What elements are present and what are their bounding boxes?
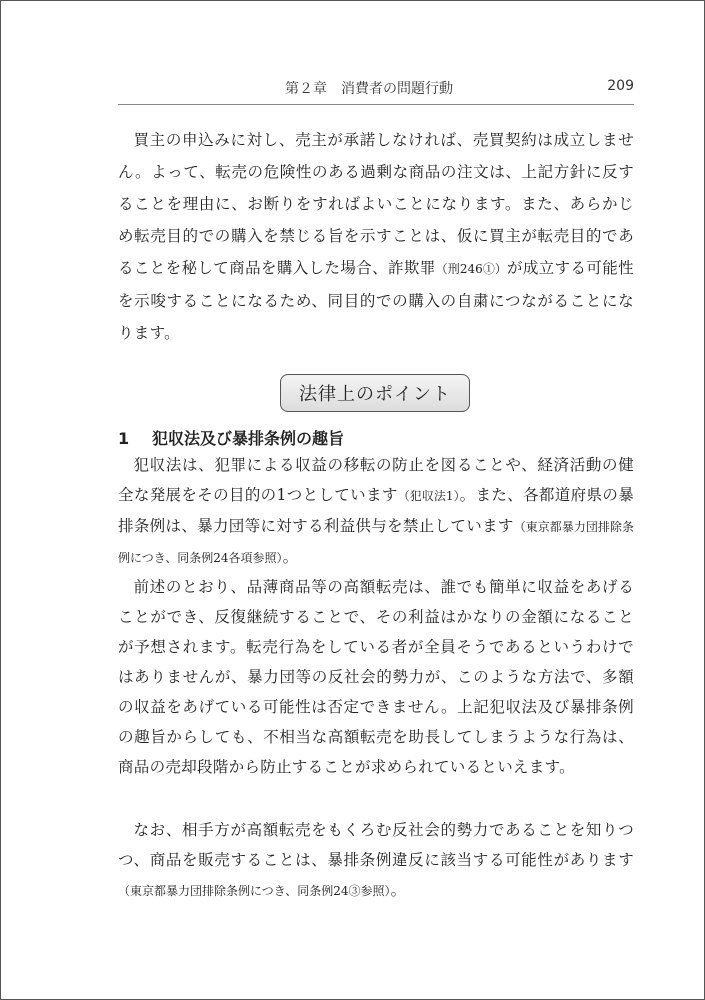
paragraph-1-text-end: が成立する可能性を示唆することになるため、同目的での購入の自粛につながることになります。 <box>118 259 634 342</box>
paragraph-4-text-b: 。 <box>390 881 407 899</box>
section-badge: 法律上のポイント <box>280 374 470 412</box>
paragraph-4-reference: （東京都暴力団排除条例につき、同条例24③参照） <box>118 884 391 898</box>
paragraph-2-reference-1: （犯収法1） <box>397 489 460 503</box>
paragraph-4 <box>118 815 634 906</box>
paragraph-1-reference: （刑246①） <box>435 262 507 276</box>
paragraph-1 <box>118 124 634 349</box>
paragraph-2-text-b: 。また、各都道府県の暴排条例は、暴力団等に対する利益供与を禁止しています <box>118 486 634 535</box>
paragraph-3: 前述のとおり、品薄商品等の高額転売は、誰でも簡単に収益をあげることができ、反復継続することで、その利益はかなりの金額になることが予想されます。転売行為をしている者が全員そうであるというわけではありませんが、暴力団等の反社会的勢力が、このような方法で、多額の収益をあげている可能性は否定できません。上記犯収法及び暴排条例の趣旨からしても、不相当な高額転売を助長してしまうような行為は、商品の売却段階から防止することが求められているといえます。 <box>118 578 634 776</box>
chapter-title: 第２章 消費者の問題行動 <box>285 81 453 97</box>
running-header <box>118 78 634 105</box>
paragraph-2-text-a: 犯収法は、犯罪による収益の移転の防止を図ることや、経済活動の健全な発展をその目的の1つとしています <box>118 456 634 504</box>
page-number: 209 <box>607 78 634 94</box>
section-heading <box>118 426 634 449</box>
paragraph-2-text-c: 。 <box>282 548 299 566</box>
paragraph-2 <box>118 450 634 573</box>
heading-number: 1 <box>118 429 130 448</box>
heading-title: 犯収法及び暴排条例の趣旨 <box>152 429 345 448</box>
paragraph-1-text: 買主の申込みに対し、売主が承諾しなければ、売買契約は成立しません。よって、転売の危険性のある過剰な商品の注文は、上記方針に反することを理由に、お断りをすればよいことになります。また、あらかじめ転売目的での購入を禁じる旨を示すことは、仮に買主が転売目的であることを秘して商品を購入した場合、詐欺罪 <box>118 131 634 277</box>
paragraph-4-text-a: なお、相手方が高額転売をもくろむ反社会的勢力であることを知りつつ、商品を販売することは、暴排条例違反に該当する可能性があります <box>118 821 634 869</box>
paragraph-2-reference-2: （東京都暴力団排除条例につき、同条例24各項参照） <box>118 520 634 565</box>
